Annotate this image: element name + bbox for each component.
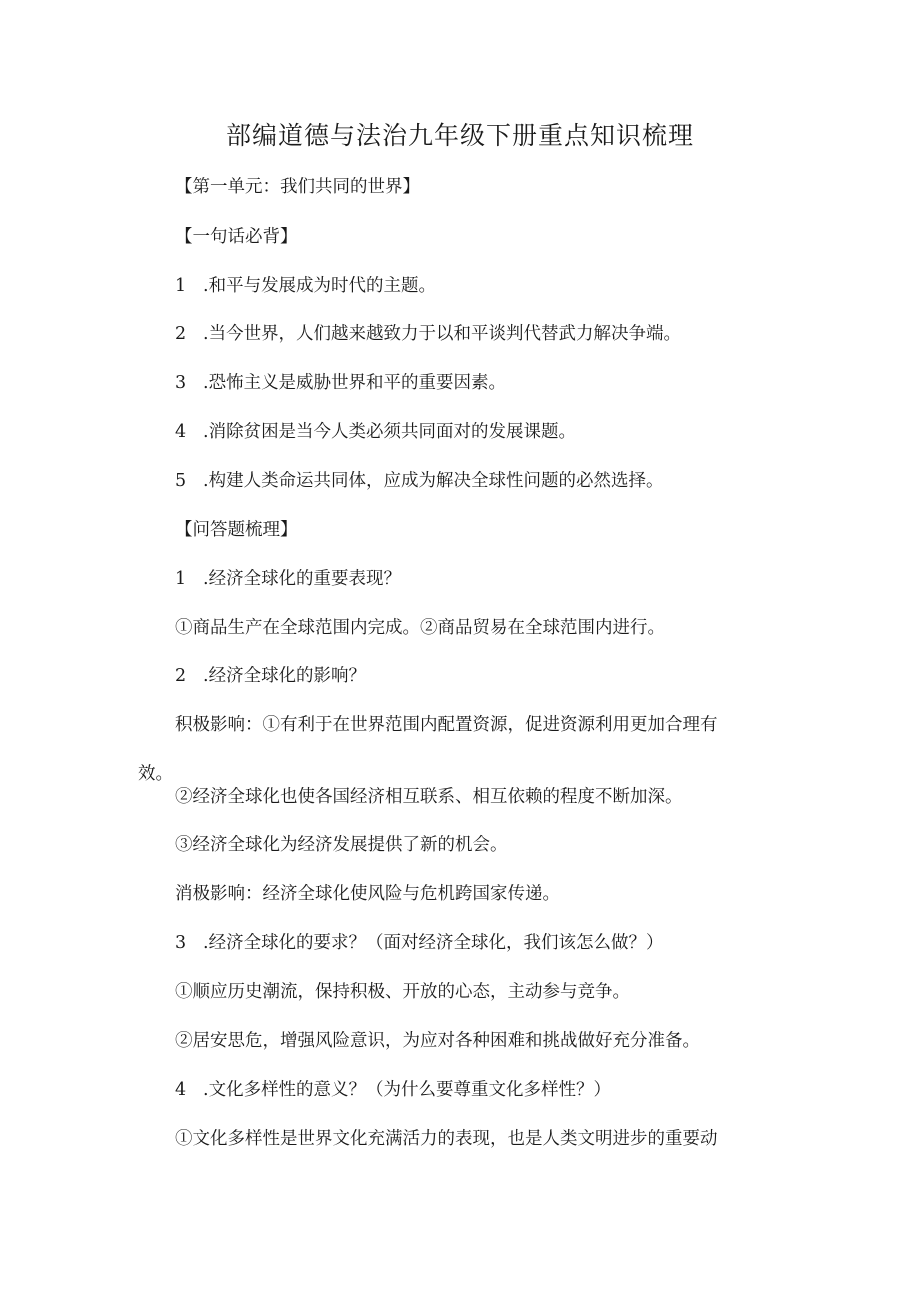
answer: ①文化多样性是世界文化充满活力的表现，也是人类文明进步的重要动 [175, 1129, 718, 1149]
section-heading-qa: 【问答题梳理】 [175, 520, 298, 540]
question-text: .经济全球化的重要表现？ [203, 569, 402, 589]
page-title: 部编道德与法治九年级下册重点知识梳理 [225, 121, 694, 150]
question-number: 1 [175, 569, 187, 589]
list-item [175, 469, 664, 493]
list-item [175, 322, 681, 346]
list-item [175, 420, 576, 444]
question [175, 931, 664, 955]
answer: 积极影响：①有利于在世界范围内配置资源，促进资源利用更加合理有 [175, 715, 718, 735]
question-text: .经济全球化的影响？ [203, 666, 367, 686]
question [175, 664, 366, 688]
item-number: 4 [175, 422, 187, 442]
item-text: .恐怖主义是威胁世界和平的重要因素。 [203, 373, 507, 393]
answer: ①商品生产在全球范围内完成。②商品贸易在全球范围内进行。 [175, 618, 665, 638]
item-number: 3 [175, 373, 187, 393]
section-heading-must-memorize: 【一句话必背】 [175, 227, 298, 247]
item-text: .和平与发展成为时代的主题。 [203, 276, 437, 296]
answer-continuation: 效。 [138, 764, 173, 784]
list-item [175, 274, 436, 298]
answer: ②居安思危，增强风险意识，为应对各种困难和挑战做好充分准备。 [175, 1031, 700, 1051]
unit-heading: 【第一单元：我们共同的世界】 [175, 177, 420, 197]
answer: ③经济全球化为经济发展提供了新的机会。 [175, 835, 508, 855]
item-number: 5 [175, 471, 187, 491]
question-text: .经济全球化的要求？（面对经济全球化，我们该怎么做？） [203, 933, 664, 953]
question-number: 4 [175, 1080, 187, 1100]
item-text: .消除贫困是当今人类必须共同面对的发展课题。 [203, 422, 577, 442]
question [175, 567, 401, 591]
question-number: 2 [175, 666, 187, 686]
question [175, 1078, 611, 1102]
answer: 消极影响：经济全球化使风险与危机跨国家传递。 [175, 884, 560, 904]
answer: ②经济全球化也使各国经济相互联系、相互依赖的程度不断加深。 [175, 787, 683, 807]
item-text: .当今世界，人们越来越致力于以和平谈判代替武力解决争端。 [203, 324, 682, 344]
list-item [175, 371, 506, 395]
item-number: 2 [175, 324, 187, 344]
item-text: .构建人类命运共同体，应成为解决全球性问题的必然选择。 [203, 471, 664, 491]
item-number: 1 [175, 276, 187, 296]
question-text: .文化多样性的意义？（为什么要尊重文化多样性？） [203, 1080, 612, 1100]
answer: ①顺应历史潮流，保持积极、开放的心态，主动参与竞争。 [175, 982, 630, 1002]
question-number: 3 [175, 933, 187, 953]
